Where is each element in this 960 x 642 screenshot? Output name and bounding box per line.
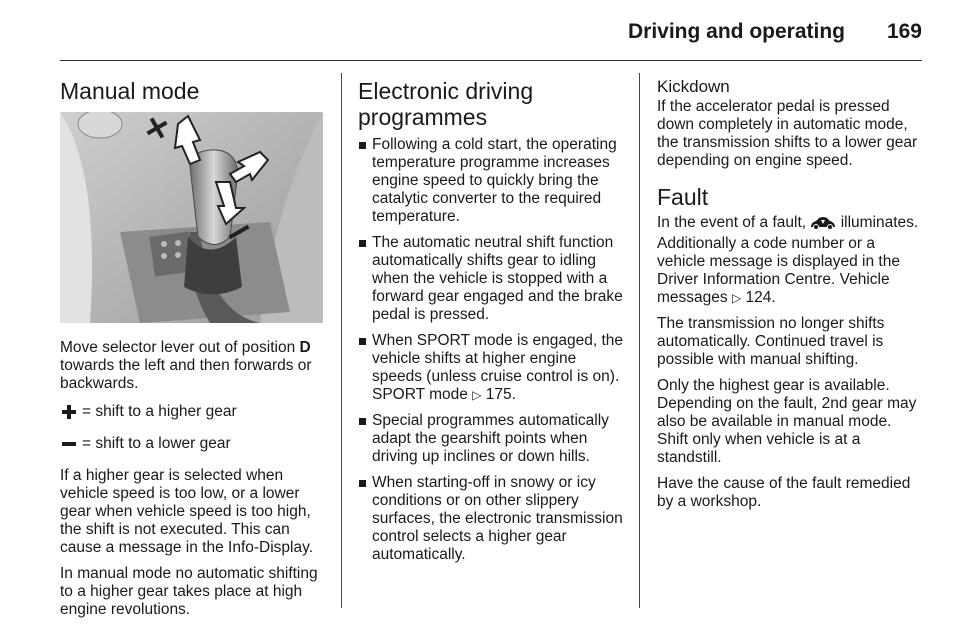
page-reference[interactable]: 175.: [485, 386, 516, 403]
header-divider: [60, 60, 922, 61]
page-reference-arrow-icon: ▷: [731, 291, 742, 305]
paragraph-wrong-gear: If a higher gear is selected when vehicle speed is too low, or a lower gear when vehicle speed is too high, the shift is not executed. This can cause a message in the Info-Display.: [60, 467, 314, 556]
bullet-icon: [359, 240, 366, 247]
intro-paragraph: Move selector lever out of position D towards the left and then forwards or backwards.: [60, 339, 312, 392]
programme-list: [358, 136, 624, 564]
bullet-icon: [359, 142, 366, 149]
gear-selector-lever-photo: [60, 112, 323, 323]
bullet-icon: [359, 480, 366, 487]
paragraph-no-auto-shift: In manual mode no automatic shifting to a higher gear takes place at high engine revolutions.: [60, 565, 318, 618]
heading-manual-mode: Manual mode: [60, 78, 200, 104]
paragraph-no-shift: The transmission no longer shifts automatically. Continued travel is possible with manual shifting.: [657, 315, 885, 368]
list-item: Following a cold start, the operating temperature programme increases engine speed to quickly bring the catalytic converter to the required temperature.: [358, 136, 624, 226]
paragraph-workshop: Have the cause of the fault remedied by a workshop.: [657, 475, 911, 510]
column-divider-1: [341, 73, 342, 608]
list-item: The automatic neutral shift function automatically shifts gear to idling when the vehicle is stopped with a forward gear engaged and the brake pedal is pressed.: [358, 234, 624, 324]
list-item: When SPORT mode is engaged, the vehicle shifts at higher engine speeds (unless cruise control is on). SPORT mode ▷ 175.: [358, 332, 624, 404]
heading-fault: Fault: [657, 184, 709, 210]
section-title: Driving and operating: [627, 20, 845, 43]
heading-electronic-programmes: Electronic driving programmes: [358, 78, 534, 130]
column-electronic-programmes: [358, 74, 624, 572]
heading-kickdown: Kickdown: [657, 77, 730, 96]
plus-icon: [60, 405, 78, 419]
legend-minus: = shift to a lower gear: [60, 435, 325, 453]
paragraph-highest-gear: Only the highest gear is available. Depending on the fault, 2nd gear may also be available in manual mode. Shift only when vehicle is at a standstill.: [657, 377, 917, 466]
column-manual-mode: [60, 74, 325, 627]
column-divider-2: [639, 73, 640, 608]
paragraph-kickdown: If the accelerator pedal is pressed down completely in automatic mode, the transmission shifts to a lower gear depending on engine speed.: [657, 98, 918, 169]
minus-icon: [60, 437, 78, 451]
page-reference-arrow-icon: ▷: [472, 388, 482, 402]
list-item: When starting-off in snowy or icy conditions or on other slippery surfaces, the electronic transmission control selects a higher gear automatically.: [358, 474, 624, 564]
list-item: Special programmes automatically adapt the gearshift points when driving up inclines or down hills.: [358, 412, 624, 466]
page-number: 169: [886, 20, 922, 43]
transmission-warning-car-icon: [810, 216, 836, 235]
bullet-icon: [359, 338, 366, 345]
bullet-icon: [359, 418, 366, 425]
column-kickdown-fault: [657, 74, 922, 519]
page-reference[interactable]: 124.: [745, 289, 776, 306]
paragraph-fault: In the event of a fault, illuminates. Additionally a code number or a vehicle message is displayed in the Driver Information Centre. Vehicle messages ▷ 124.: [657, 214, 919, 306]
legend-plus: = shift to a higher gear: [60, 403, 325, 421]
